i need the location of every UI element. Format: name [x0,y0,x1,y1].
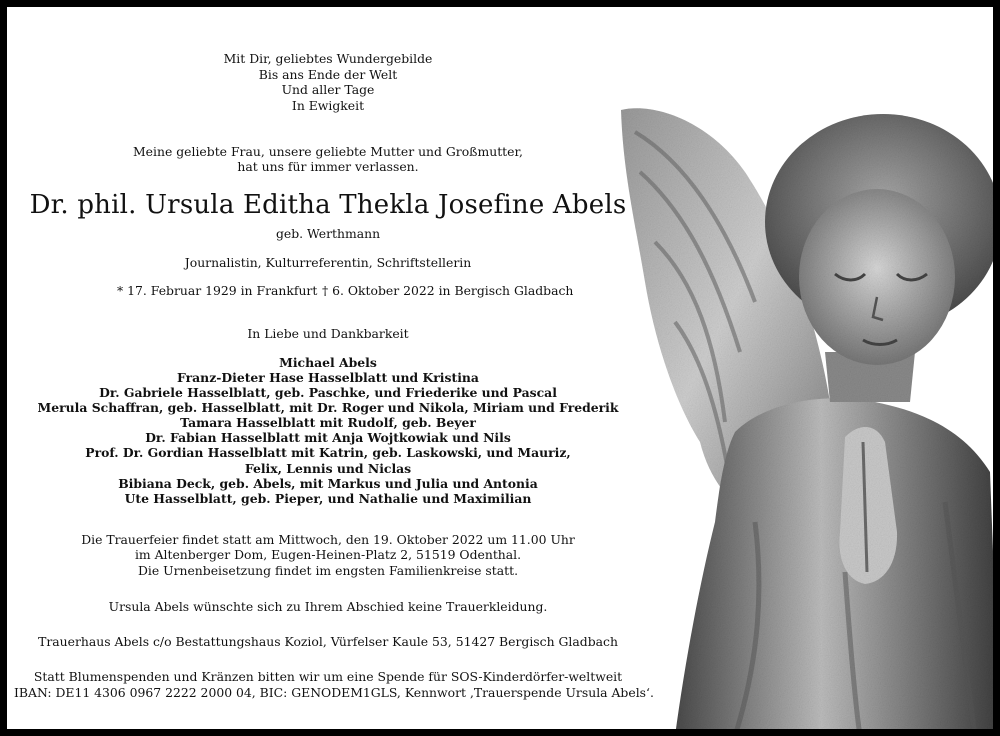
clothing-wish: Ursula Abels wünschte sich zu Ihrem Abschied keine Trauerkleidung. [108,599,548,614]
profession: Journalistin, Kulturreferentin, Schriftstellerin [184,255,472,270]
mourner-line: Dr. Gabriele Hasselblatt, geb. Paschke, und Friederike und Pascal [99,385,557,400]
donation-line: Statt Blumenspenden und Kränzen bitten wir um eine Spende für SOS-Kinderdörfer-weltweit [33,669,623,684]
donation-bank: IBAN: DE11 4306 0967 2222 2000 04, BIC: GENODEM1GLS, Kennwort ‚Trauerspende Ursula Abels‘. [14,685,654,700]
mourner-line: Michael Abels [279,355,377,370]
intro-line: Meine geliebte Frau, unsere geliebte Mutter und Großmutter, [133,144,523,159]
birth-date: * 17. Februar 1929 in Frankfurt [117,283,318,298]
poem-line: Bis ans Ende der Welt [258,67,398,82]
mourner-line: Dr. Fabian Hasselblatt mit Anja Wojtkowiak und Nils [145,430,511,445]
ceremony-line: im Altenberger Dom, Eugen-Heinen-Platz 2, 51519 Odenthal. [134,547,522,562]
mourner-line: Merula Schaffran, geb. Hasselblatt, mit Dr. Roger und Nikola, Miriam und Frederik [37,400,619,415]
ceremony-line: Die Trauerfeier findet statt am Mittwoch, den 19. Oktober 2022 um 11.00 Uhr [81,532,575,547]
mourners-intro: In Liebe und Dankbarkeit [247,326,409,341]
mourning-address: Trauerhaus Abels c/o Bestattungshaus Koziol, Vürfelser Kaule 53, 51427 Bergisch Gladbach [38,634,618,649]
poem-line: In Ewigkeit [291,98,365,113]
mourner-line: Tamara Hasselblatt mit Rudolf, geb. Beyer [180,415,476,430]
mourner-line: Ute Hasselblatt, geb. Pieper, und Nathalie und Maximilian [124,491,532,506]
deceased-name: Dr. phil. Ursula Editha Thekla Josefine Abels [29,190,627,220]
intro-line: hat uns für immer verlassen. [237,159,419,174]
mourner-line: Felix, Lennis und Niclas [244,461,412,476]
poem-line: Mit Dir, geliebtes Wundergebilde [223,51,433,66]
poem-line: Und aller Tage [281,82,375,97]
ceremony-line: Die Urnenbeisetzung findet im engsten Familienkreise statt. [137,563,519,578]
angel-statue-image [615,102,1000,736]
mourner-line: Bibiana Deck, geb. Abels, mit Markus und Julia und Antonia [118,476,538,491]
birth-name: geb. Werthmann [275,226,381,241]
mourner-line: Franz-Dieter Hase Hasselblatt und Kristina [177,370,479,385]
mourner-line: Prof. Dr. Gordian Hasselblatt mit Katrin, geb. Laskowski, und Mauriz, [85,445,571,460]
death-date: † 6. Oktober 2022 in Bergisch Gladbach [322,283,574,298]
